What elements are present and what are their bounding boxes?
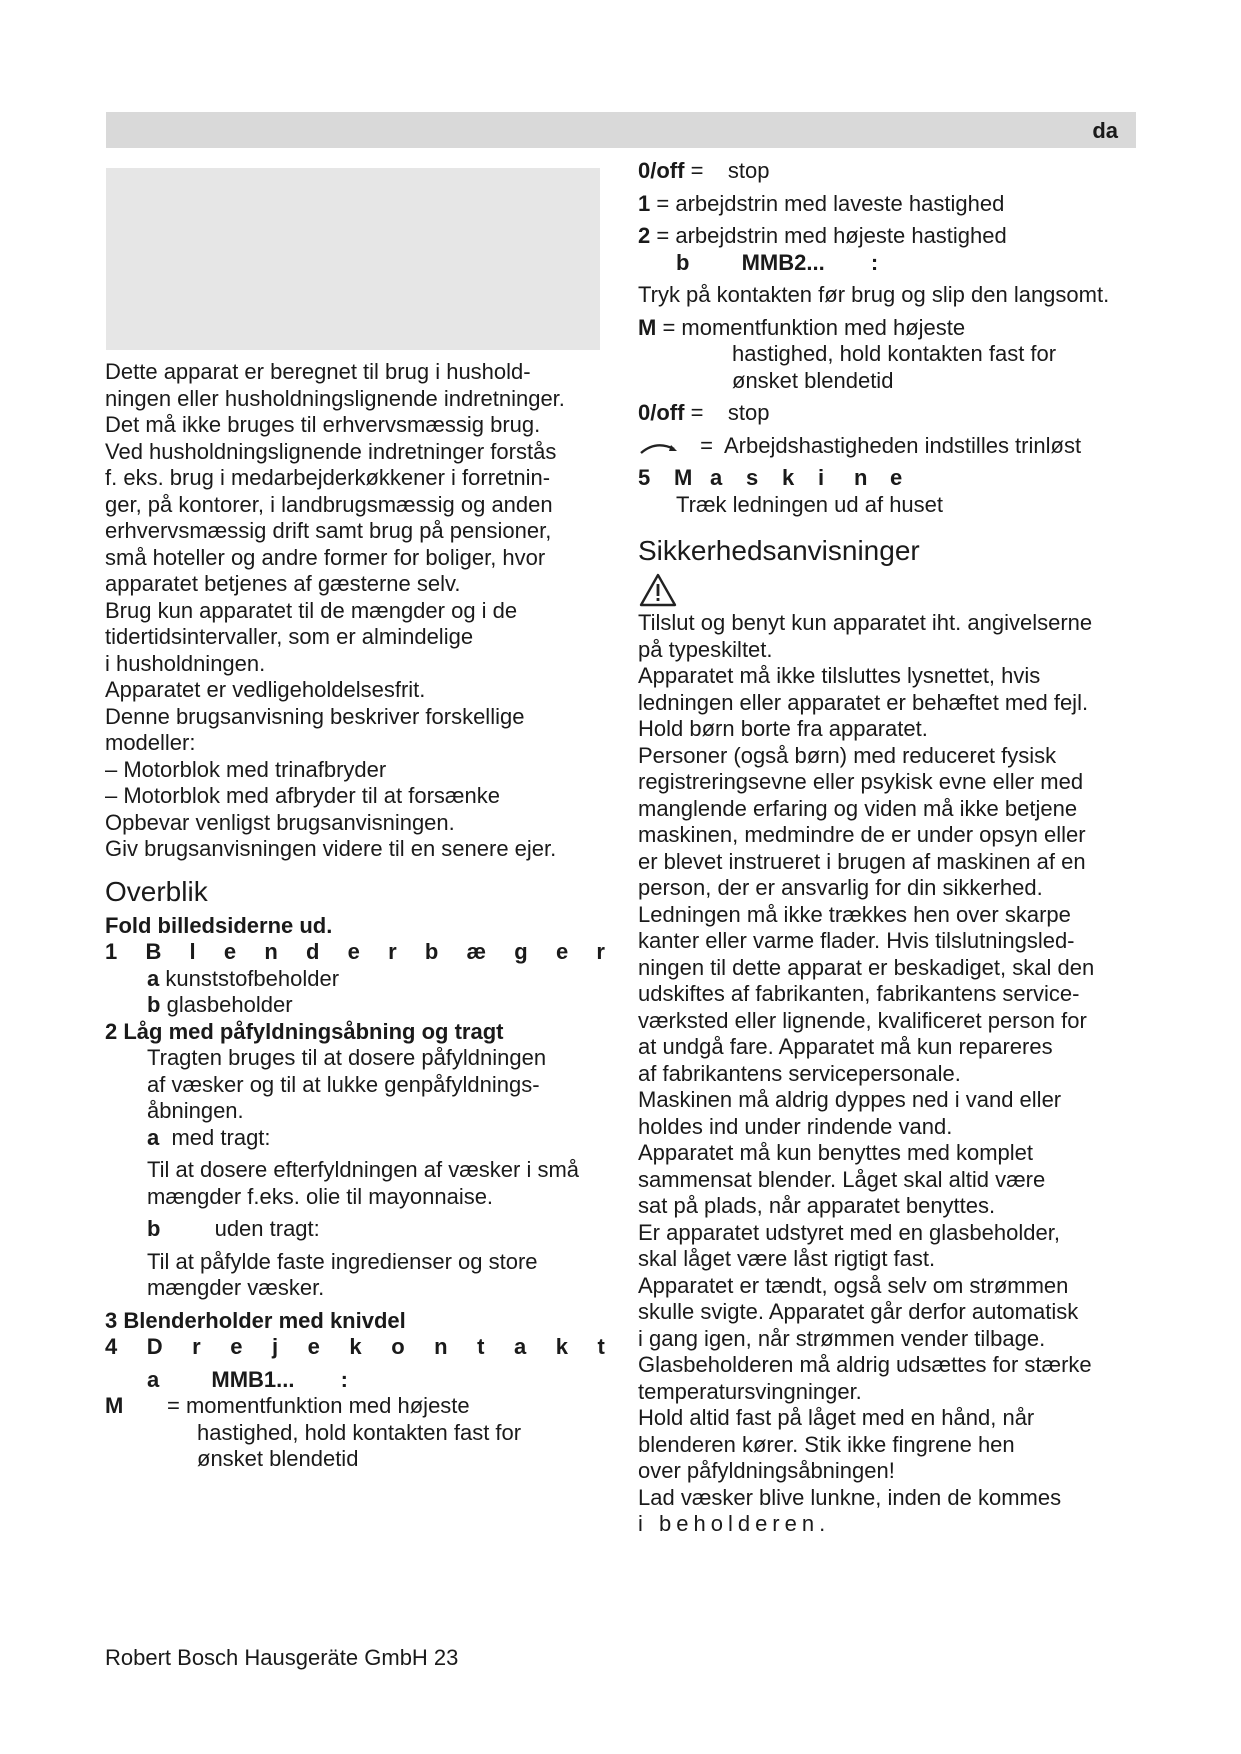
letter: l (189, 939, 196, 964)
text-line: Personer (også børn) med reduceret fysisk (638, 742, 1057, 768)
press-instruction: Tryk på kontakten før brug og slip den langsomt. (638, 282, 1110, 307)
letter: e (347, 939, 360, 964)
colon: : (340, 1366, 348, 1392)
off-row (638, 158, 1158, 185)
text-line: hastighed, hold kontakten fast for (732, 341, 1057, 366)
value: glasbeholder (166, 992, 293, 1017)
letter: k (782, 465, 795, 490)
letter: e (230, 1334, 243, 1359)
text-line: manglende erfaring og viden må ikke betjene (638, 795, 1078, 821)
text-line: i gang igen, når strømmen vender tilbage. (638, 1325, 1046, 1351)
text-line: ger, på kontorer, i landbrugsmæssig og anden (105, 491, 553, 517)
speed-2-row (638, 223, 1158, 250)
value: = Arbejdshastigheden indstilles trinløst (700, 432, 1082, 458)
text-line: mængder væsker. (147, 1275, 325, 1300)
key: a (147, 965, 160, 991)
text-line: temperatursvingninger. (638, 1378, 862, 1404)
text-line: Maskinen må aldrig dyppes ned i vand eller (638, 1087, 1062, 1112)
text-line: erhvervsmæssig drift samt brug på pensioner, (105, 518, 552, 543)
text-line: Hold altid fast på låget med en hånd, når (638, 1405, 1035, 1430)
text-line: kanter eller varme flader. Hvis tilslutningsled- (638, 928, 1075, 953)
m-desc (167, 1393, 521, 1473)
text-line: Ved husholdningslignende indretninger forstås (105, 438, 557, 464)
text-line: Glasbeholderen må aldrig udsættes for stærke (638, 1352, 1092, 1377)
key: 1 (638, 190, 651, 216)
text-line: af væsker og til at lukke genpåfyldnings- (147, 1071, 540, 1097)
text-line: Tilslut og benyt kun apparatet iht. angivelserne (638, 610, 1093, 635)
letter: a (710, 465, 723, 490)
item-1b (105, 992, 605, 1019)
item-2b (147, 1216, 605, 1243)
item-4-title (105, 1334, 605, 1361)
value: uden tragt: (214, 1216, 320, 1241)
letter: t (597, 1334, 605, 1359)
text-line: ledningen eller apparatet er behæftet med fejl. (638, 689, 1089, 715)
model: MMB1... (211, 1366, 295, 1392)
letter: i (818, 465, 825, 490)
footer-text: Robert Bosch Hausgeräte GmbH 23 (105, 1645, 459, 1670)
key: b (147, 1216, 161, 1241)
item-2-desc (105, 1045, 605, 1302)
text-line: i husholdningen. (105, 650, 266, 676)
text-line: Denne brugsanvisning beskriver forskellige (105, 703, 525, 729)
text-line: i beholderen. (638, 1511, 831, 1536)
key: a (147, 1124, 160, 1150)
letter: s (746, 465, 759, 490)
item-3-title: 3 Blenderholder med knivdel (105, 1307, 406, 1333)
letter: e (890, 465, 903, 490)
key: 2 (638, 223, 651, 248)
text-line: udskiftes af fabrikanten, fabrikantens service- (638, 981, 1080, 1006)
letter: g (514, 939, 528, 964)
model: MMB2... (741, 249, 825, 275)
text-line: blenderen kører. Stik ikke fingrene hen (638, 1431, 1015, 1457)
letter: d (305, 939, 320, 964)
letter: e (223, 939, 237, 964)
safety-heading: Sikkerhedsanvisninger (638, 535, 920, 566)
fold-instruction: Fold billedsiderne ud. (105, 912, 333, 938)
letter: B (145, 939, 162, 964)
text-line: = momentfunktion med højeste (167, 1393, 470, 1418)
text-line: Apparatet er vedligeholdelsesfrit. (105, 677, 426, 702)
text-line: Hold børn borte fra apparatet. (638, 716, 928, 741)
text-line: tidertidsintervaller, som er almindelige (105, 624, 474, 649)
item-1a (105, 966, 605, 993)
item-1-title (105, 939, 605, 966)
key: b (676, 249, 690, 275)
letter: r (388, 939, 397, 964)
language-code: da (1092, 118, 1118, 143)
item-5-desc: Træk ledningen ud af huset (676, 491, 944, 517)
item-5-title (638, 465, 1158, 492)
text-line: ønsket blendetid (197, 1446, 359, 1471)
text-line: Apparatet er tændt, også selv om strømmen (638, 1272, 1069, 1298)
image-placeholder (106, 168, 600, 350)
item-4a (105, 1367, 605, 1394)
value: = arbejdstrin med laveste hastighed (656, 190, 1005, 216)
text-line: Lad væsker blive lunkne, inden de kommes (638, 1484, 1062, 1510)
item-2a (147, 1125, 605, 1152)
text-line: Er apparatet udstyret med en glasbeholder, (638, 1219, 1060, 1245)
arc-row (638, 433, 1158, 460)
key: 0/off (638, 158, 685, 183)
text-line: små hoteller og andre former for boliger, hvor (105, 544, 546, 570)
warning-icon (638, 572, 678, 608)
text-line: sammensat blender. Låget skal altid være (638, 1166, 1046, 1192)
text-line: – Motorblok med afbryder til at forsænke (105, 783, 500, 808)
letter: M (674, 465, 693, 490)
text-line: Tragten bruges til at dosere påfyldningen (147, 1045, 547, 1070)
off-row-2 (638, 400, 1158, 427)
letter: n (264, 939, 278, 964)
m-row (638, 315, 1158, 342)
text-line: maskinen, medmindre de er under opsyn eller (638, 822, 1086, 847)
text-line: er blevet instrueret i brugen af maskinen af en (638, 848, 1086, 874)
item-4b (638, 250, 1158, 277)
text-line: skal låget være låst rigtigt fast. (638, 1246, 936, 1271)
speed-1-row (638, 191, 1158, 218)
letter: k (555, 1334, 568, 1359)
text-line: Til at dosere efterfyldningen af væsker i små (147, 1157, 580, 1182)
letter: t (477, 1334, 485, 1359)
overview-heading: Overblik (105, 875, 208, 907)
text-line: Dette apparat er beregnet til brug i hushold- (105, 359, 531, 384)
colon: : (870, 249, 879, 275)
text-line: Det må ikke bruges til erhvervsmæssig brug. (105, 412, 541, 437)
text-line: – Motorblok med trinafbryder (105, 756, 387, 782)
text-line: skulle svigte. Apparatet går derfor automatisk (638, 1299, 1079, 1324)
text-line: sat på plads, når apparatet benyttes. (638, 1193, 996, 1218)
text-line: mængder f.eks. olie til mayonnaise. (147, 1183, 494, 1209)
value: med tragt: (171, 1124, 271, 1150)
text-line: modeller: (105, 730, 196, 755)
text-line: f. eks. brug i medarbejderkøkkener i forretnin- (105, 465, 551, 490)
letter: 4 (105, 1334, 118, 1359)
letter: r (596, 939, 605, 964)
value: = stop (690, 400, 770, 425)
letter: b (424, 939, 439, 964)
text-line: Brug kun apparatet til de mængder og i de (105, 597, 518, 623)
text-line: Apparatet må ikke tilsluttes lysnettet, hvis (638, 663, 1041, 688)
value: = arbejdstrin med højeste hastighed (656, 223, 1007, 248)
text-line: ningen eller husholdningslignende indretninger. (105, 385, 565, 411)
letter: D (146, 1334, 163, 1359)
text-line: Apparatet må kun benyttes med komplet (638, 1140, 1033, 1165)
text-line: Ledningen må ikke trækkes hen over skarpe (638, 901, 1071, 927)
safety-text (638, 610, 1158, 1538)
right-column (638, 158, 1158, 1538)
key: M (638, 314, 657, 340)
speed-arc-icon (638, 438, 682, 456)
letter: r (192, 1334, 201, 1359)
key: a (147, 1366, 160, 1392)
key: b (147, 992, 161, 1017)
text-line: hastighed, hold kontakten fast for (197, 1419, 522, 1445)
text-line: Opbevar venligst brugsanvisningen. (105, 809, 455, 835)
text-line: over påfyldningsåbningen! (638, 1458, 895, 1483)
text-line: at undgå fare. Apparatet må kun repareres (638, 1034, 1053, 1059)
text-line: af fabrikantens servicepersonale. (638, 1060, 961, 1086)
text-line: registreringsevne eller psykisk evne eller med (638, 769, 1084, 794)
letter: 5 (638, 465, 651, 490)
text-line: Til at påfylde faste ingredienser og store (147, 1248, 538, 1274)
letter: n (434, 1334, 448, 1359)
text-line: Giv brugsanvisningen videre til en senere ejer. (105, 836, 557, 861)
item-4-m (105, 1393, 605, 1473)
key: 0/off (638, 400, 685, 425)
value: = momentfunktion med højeste (662, 314, 966, 340)
key: M (105, 1393, 124, 1418)
left-column (105, 359, 605, 1473)
text-line: ningen til dette apparat er beskadiget, skal den (638, 954, 1095, 980)
text-line: på typeskiltet. (638, 636, 773, 662)
letter: a (513, 1334, 527, 1359)
text-line: apparatet betjenes af gæsterne selv. (105, 571, 461, 596)
letter: o (391, 1334, 405, 1359)
value: kunststofbeholder (165, 965, 340, 991)
letter: n (854, 465, 868, 490)
letter: æ (466, 939, 487, 964)
text-line: holdes ind under rindende vand. (638, 1113, 953, 1139)
item-2-title: 2 Låg med påfyldningsåbning og tragt (105, 1018, 504, 1044)
text-line: ønsket blendetid (732, 367, 894, 393)
value: = stop (690, 158, 770, 183)
text-line: åbningen. (147, 1098, 244, 1123)
letter: k (349, 1334, 362, 1359)
letter: j (272, 1334, 279, 1359)
text-line: værksted eller lignende, kvalificeret person for (638, 1007, 1087, 1033)
header-band (106, 112, 1136, 148)
letter: e (555, 939, 569, 964)
letter: e (307, 1334, 320, 1359)
intro-text (105, 359, 605, 863)
letter: 1 (105, 939, 118, 964)
text-line: person, der er ansvarlig for din sikkerhed. (638, 875, 1043, 900)
